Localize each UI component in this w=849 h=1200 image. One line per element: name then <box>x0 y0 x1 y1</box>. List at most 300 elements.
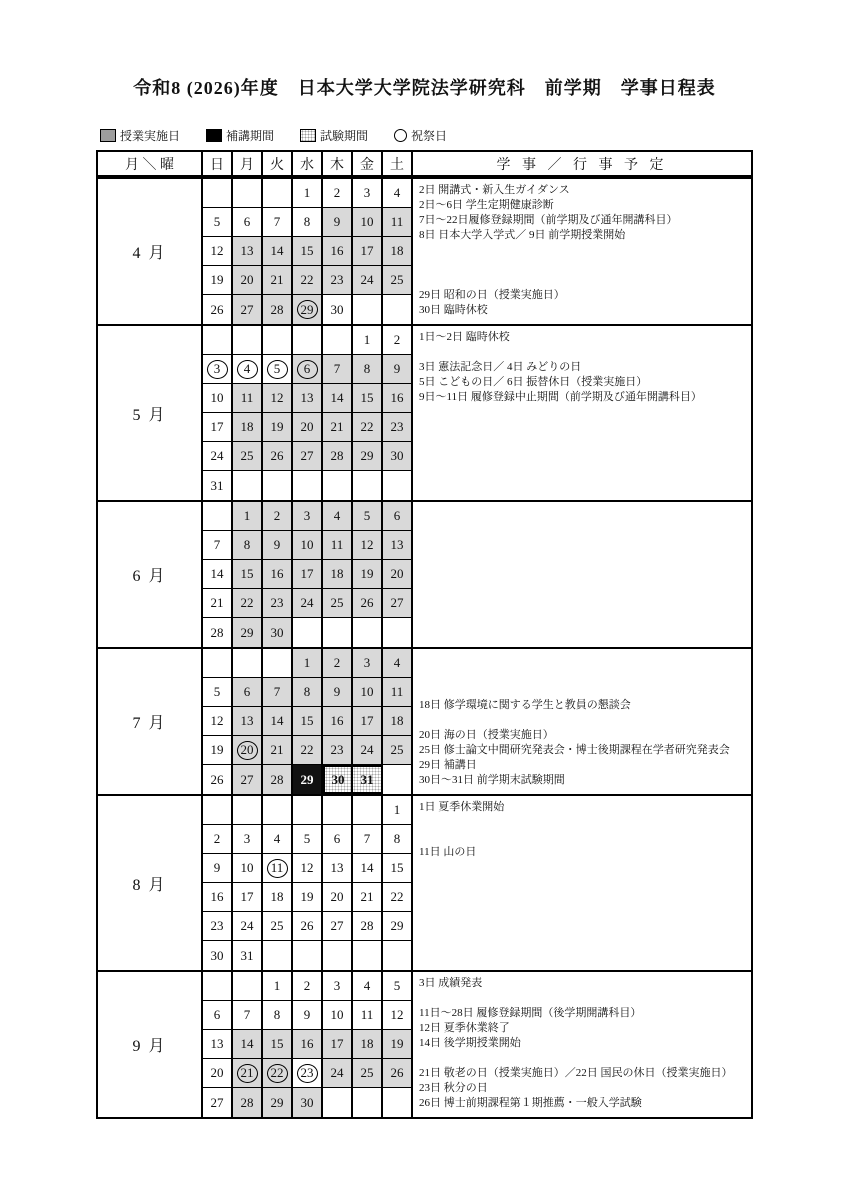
day-cell: 17 <box>203 413 233 442</box>
day-cell: 17 <box>233 883 263 912</box>
day-cell <box>263 941 293 970</box>
day-cell: 24 <box>203 442 233 471</box>
day-cell: 2 <box>383 326 413 355</box>
day-cell: 15 <box>293 707 323 736</box>
day-cell: 20 <box>203 1059 233 1088</box>
day-cell: 13 <box>203 1030 233 1059</box>
day-cell: 5 <box>383 972 413 1001</box>
day-cell: 25 <box>383 266 413 295</box>
day-cell <box>203 326 233 355</box>
day-cell: 1 <box>233 502 263 531</box>
month-block <box>98 647 751 794</box>
event-line <box>419 243 751 258</box>
makeup-period-swatch-icon <box>206 129 222 142</box>
day-cell: 28 <box>263 295 293 324</box>
day-cell: 10 <box>353 208 383 237</box>
day-cell <box>383 471 413 500</box>
day-cell <box>203 972 233 1001</box>
day-cell: 3 <box>353 649 383 678</box>
day-cell: 12 <box>293 854 323 883</box>
day-cell: 5 <box>293 825 323 854</box>
legend-item-holiday <box>394 127 447 144</box>
day-cell <box>263 649 293 678</box>
day-cell: 1 <box>383 796 413 825</box>
day-cell: 29 <box>353 442 383 471</box>
day-cell <box>323 326 353 355</box>
event-line: 12日 夏季休業終了 <box>419 1022 510 1034</box>
day-cell: 17 <box>293 560 323 589</box>
legend-label: 補講期間 <box>226 129 275 143</box>
month-block <box>98 177 751 324</box>
month-label: 9 月 <box>98 972 203 1117</box>
day-cell <box>263 326 293 355</box>
weekday-header-wed: 水 <box>293 152 323 175</box>
day-cell: 10 <box>323 1001 353 1030</box>
day-cell: 28 <box>233 1088 263 1117</box>
legend-item-makeup-period <box>206 127 274 144</box>
event-line <box>419 815 751 830</box>
day-cell <box>263 1059 293 1088</box>
day-cell: 25 <box>323 589 353 618</box>
day-cell: 3 <box>353 179 383 208</box>
day-cell: 31 <box>353 765 383 794</box>
day-cell: 8 <box>293 208 323 237</box>
day-cell <box>263 355 293 384</box>
day-cell: 23 <box>323 736 353 765</box>
day-cell: 13 <box>383 531 413 560</box>
day-cell <box>293 618 323 647</box>
day-cell: 16 <box>293 1030 323 1059</box>
day-cell: 11 <box>323 531 353 560</box>
day-cell: 24 <box>353 266 383 295</box>
day-cell: 7 <box>323 355 353 384</box>
day-cell: 23 <box>383 413 413 442</box>
day-cell: 15 <box>233 560 263 589</box>
day-cell: 31 <box>233 941 263 970</box>
day-cell <box>353 295 383 324</box>
day-cell <box>353 796 383 825</box>
event-line: 5日 こどもの日／ 6日 振替休日（授業実施日） <box>419 376 648 388</box>
legend-label: 試験期間 <box>320 129 369 143</box>
day-cell: 22 <box>383 883 413 912</box>
day-cell <box>293 326 323 355</box>
day-cell: 25 <box>353 1059 383 1088</box>
day-cell <box>203 179 233 208</box>
day-cell: 12 <box>353 531 383 560</box>
month-label: 4 月 <box>98 179 203 324</box>
events-cell <box>413 649 751 794</box>
day-cell: 6 <box>233 678 263 707</box>
day-cell <box>293 355 323 384</box>
day-cell: 21 <box>263 266 293 295</box>
day-cell <box>263 796 293 825</box>
day-cell: 11 <box>233 384 263 413</box>
legend-label: 授業実施日 <box>120 129 181 143</box>
event-line: 30日～31日 前学期末試験期間 <box>419 774 565 786</box>
day-cell: 12 <box>203 237 233 266</box>
day-cell: 14 <box>263 707 293 736</box>
weekday-header-tue: 火 <box>263 152 293 175</box>
day-cell: 25 <box>383 736 413 765</box>
day-cell: 4 <box>383 649 413 678</box>
day-cell <box>203 796 233 825</box>
day-cell: 27 <box>233 295 263 324</box>
day-cell: 8 <box>263 1001 293 1030</box>
event-line: 2日～6日 学生定期健康診断 <box>419 199 554 211</box>
event-line <box>419 273 751 288</box>
day-cell: 16 <box>203 883 233 912</box>
day-cell: 21 <box>323 413 353 442</box>
event-line: 30日 臨時休校 <box>419 304 488 316</box>
day-cell: 20 <box>233 266 263 295</box>
day-cell <box>353 618 383 647</box>
legend <box>100 127 447 144</box>
day-cell: 1 <box>293 179 323 208</box>
day-cell: 7 <box>263 678 293 707</box>
month-label: 8 月 <box>98 796 203 970</box>
day-cell: 10 <box>353 678 383 707</box>
day-cell: 23 <box>323 266 353 295</box>
event-line <box>419 653 751 668</box>
day-cell: 24 <box>233 912 263 941</box>
day-cell: 18 <box>383 237 413 266</box>
day-cell <box>263 854 293 883</box>
day-cell: 2 <box>323 179 353 208</box>
day-cell: 1 <box>293 649 323 678</box>
day-cell: 14 <box>263 237 293 266</box>
day-cell: 9 <box>383 355 413 384</box>
weekday-header-fri: 金 <box>353 152 383 175</box>
day-cell: 29 <box>383 912 413 941</box>
event-line: 3日 憲法記念日／ 4日 みどりの日 <box>419 361 582 373</box>
day-cell <box>233 471 263 500</box>
day-cell <box>323 796 353 825</box>
event-line <box>419 830 751 845</box>
event-line <box>419 991 751 1006</box>
day-cell: 15 <box>353 384 383 413</box>
event-line: 7日～22日履修登録期間（前学期及び通年開講科目） <box>419 214 678 226</box>
events-cell <box>413 326 751 500</box>
day-cell: 30 <box>383 442 413 471</box>
day-cell: 15 <box>263 1030 293 1059</box>
day-cell: 7 <box>353 825 383 854</box>
day-cell: 10 <box>293 531 323 560</box>
month-block <box>98 970 751 1117</box>
day-cell: 27 <box>293 442 323 471</box>
day-cell: 7 <box>203 531 233 560</box>
day-cell: 4 <box>353 972 383 1001</box>
day-cell: 19 <box>263 413 293 442</box>
day-cell: 9 <box>293 1001 323 1030</box>
day-cell: 27 <box>203 1088 233 1117</box>
day-cell: 16 <box>263 560 293 589</box>
day-cell <box>233 355 263 384</box>
day-cell: 18 <box>353 1030 383 1059</box>
day-cell: 14 <box>323 384 353 413</box>
event-line: 11日～28日 履修登録期間（後学期開講科目） <box>419 1007 642 1019</box>
month-block <box>98 324 751 500</box>
day-cell: 8 <box>353 355 383 384</box>
month-label: 7 月 <box>98 649 203 794</box>
day-cell <box>353 1088 383 1117</box>
event-line: 21日 敬老の日（授業実施日）／22日 国民の休日（授業実施日） <box>419 1067 733 1079</box>
day-cell <box>383 1088 413 1117</box>
events-cell <box>413 972 751 1117</box>
day-cell <box>233 796 263 825</box>
events-column-header: 学 事 ／ 行 事 予 定 <box>496 157 668 173</box>
day-cell: 2 <box>203 825 233 854</box>
holiday-circle-icon: 21 <box>237 1064 258 1083</box>
day-cell: 21 <box>203 589 233 618</box>
day-cell: 25 <box>233 442 263 471</box>
day-cell <box>383 295 413 324</box>
day-cell <box>233 972 263 1001</box>
day-cell: 27 <box>323 912 353 941</box>
event-line: 18日 修学環境に関する学生と教員の懇談会 <box>419 699 631 711</box>
day-cell: 26 <box>353 589 383 618</box>
holiday-circle-icon: 20 <box>237 741 258 760</box>
day-cell: 19 <box>203 736 233 765</box>
holiday-circle-icon: 23 <box>297 1064 318 1083</box>
day-cell <box>263 471 293 500</box>
day-cell: 5 <box>203 208 233 237</box>
day-cell <box>233 179 263 208</box>
legend-label: 祝祭日 <box>411 129 448 143</box>
day-cell: 2 <box>263 502 293 531</box>
day-cell: 10 <box>233 854 263 883</box>
day-cell: 13 <box>233 707 263 736</box>
day-cell: 13 <box>293 384 323 413</box>
day-cell: 17 <box>323 1030 353 1059</box>
day-cell <box>293 796 323 825</box>
day-cell: 22 <box>353 413 383 442</box>
day-cell: 27 <box>383 589 413 618</box>
day-cell: 10 <box>203 384 233 413</box>
day-cell: 1 <box>353 326 383 355</box>
exam-period-swatch-icon <box>300 129 316 142</box>
day-cell <box>293 295 323 324</box>
day-cell: 20 <box>323 883 353 912</box>
day-cell: 8 <box>383 825 413 854</box>
month-block <box>98 500 751 647</box>
day-cell: 26 <box>383 1059 413 1088</box>
day-cell: 6 <box>323 825 353 854</box>
day-cell: 19 <box>383 1030 413 1059</box>
event-line <box>419 683 751 698</box>
day-cell: 20 <box>293 413 323 442</box>
day-cell <box>203 502 233 531</box>
day-cell: 22 <box>293 736 323 765</box>
day-cell: 9 <box>323 678 353 707</box>
day-cell: 18 <box>263 883 293 912</box>
day-cell: 24 <box>293 589 323 618</box>
event-line: 25日 修士論文中間研究発表会・博士後期課程在学者研究発表会 <box>419 744 730 756</box>
day-cell: 23 <box>203 912 233 941</box>
holiday-circle-icon: 5 <box>267 360 288 379</box>
day-cell: 11 <box>353 1001 383 1030</box>
event-line: 14日 後学期授業開始 <box>419 1037 521 1049</box>
day-cell: 6 <box>383 502 413 531</box>
day-cell: 21 <box>353 883 383 912</box>
day-cell: 7 <box>263 208 293 237</box>
event-line: 3日 成績発表 <box>419 977 483 989</box>
event-line: 23日 秋分の日 <box>419 1082 488 1094</box>
day-cell: 12 <box>263 384 293 413</box>
day-cell: 23 <box>263 589 293 618</box>
day-cell: 12 <box>203 707 233 736</box>
day-cell: 29 <box>293 765 323 794</box>
day-cell <box>233 1059 263 1088</box>
day-cell: 16 <box>323 237 353 266</box>
day-cell: 9 <box>263 531 293 560</box>
day-cell <box>233 326 263 355</box>
day-cell: 3 <box>323 972 353 1001</box>
day-cell: 9 <box>323 208 353 237</box>
event-line: 26日 博士前期課程第１期推薦・一般入学試験 <box>419 1097 642 1109</box>
month-label: 5 月 <box>98 326 203 500</box>
day-cell: 27 <box>233 765 263 794</box>
holiday-circle-icon: 6 <box>297 360 318 379</box>
event-line <box>419 258 751 273</box>
day-cell: 14 <box>353 854 383 883</box>
day-cell: 3 <box>233 825 263 854</box>
day-cell: 14 <box>203 560 233 589</box>
day-cell: 11 <box>383 208 413 237</box>
day-cell: 28 <box>323 442 353 471</box>
month-label: 6 月 <box>98 502 203 647</box>
day-cell: 22 <box>293 266 323 295</box>
events-cell <box>413 179 751 324</box>
day-cell: 16 <box>383 384 413 413</box>
day-cell: 8 <box>233 531 263 560</box>
day-cell <box>383 618 413 647</box>
event-line: 29日 昭和の日（授業実施日） <box>419 289 565 301</box>
day-cell <box>323 1088 353 1117</box>
day-cell: 18 <box>233 413 263 442</box>
day-cell: 13 <box>323 854 353 883</box>
day-cell <box>203 355 233 384</box>
day-cell: 26 <box>263 442 293 471</box>
day-cell <box>323 471 353 500</box>
day-cell: 9 <box>203 854 233 883</box>
day-cell: 30 <box>323 765 353 794</box>
day-cell: 19 <box>353 560 383 589</box>
weekday-header-mon: 月 <box>233 152 263 175</box>
day-cell: 29 <box>233 618 263 647</box>
day-cell: 24 <box>353 736 383 765</box>
day-cell: 4 <box>263 825 293 854</box>
weekday-header-thu: 木 <box>323 152 353 175</box>
day-cell: 18 <box>323 560 353 589</box>
day-cell: 14 <box>233 1030 263 1059</box>
day-cell: 7 <box>233 1001 263 1030</box>
day-cell: 30 <box>293 1088 323 1117</box>
day-cell: 16 <box>323 707 353 736</box>
events-cell <box>413 502 751 647</box>
header-corner-cell: 月 ＼ 曜 <box>98 152 203 175</box>
class-day-swatch-icon <box>100 129 116 142</box>
month-block <box>98 794 751 970</box>
day-cell <box>263 179 293 208</box>
weekday-header-sat: 土 <box>383 152 413 175</box>
day-cell <box>383 765 413 794</box>
day-cell: 20 <box>383 560 413 589</box>
day-cell: 2 <box>323 649 353 678</box>
event-line: 2日 開講式・新入生ガイダンス <box>419 184 570 196</box>
event-line <box>419 668 751 683</box>
day-cell: 30 <box>323 295 353 324</box>
event-line: 8日 日本大学入学式／ 9日 前学期授業開始 <box>419 229 626 241</box>
event-line: 29日 補講日 <box>419 759 477 771</box>
event-line: 1日 夏季休業開始 <box>419 801 505 813</box>
day-cell <box>383 941 413 970</box>
day-cell: 25 <box>263 912 293 941</box>
events-cell <box>413 796 751 970</box>
day-cell: 1 <box>263 972 293 1001</box>
event-line: 20日 海の日（授業実施日） <box>419 729 554 741</box>
day-cell: 28 <box>203 618 233 647</box>
day-cell: 30 <box>263 618 293 647</box>
day-cell: 5 <box>203 678 233 707</box>
day-cell <box>293 1059 323 1088</box>
event-line: 1日～2日 臨時休校 <box>419 331 510 343</box>
day-cell <box>323 941 353 970</box>
holiday-circle-icon <box>394 129 407 142</box>
legend-item-exam-period <box>300 127 368 144</box>
day-cell: 19 <box>203 266 233 295</box>
day-cell <box>353 941 383 970</box>
holiday-circle-icon: 22 <box>267 1064 288 1083</box>
day-cell: 18 <box>383 707 413 736</box>
day-cell: 26 <box>293 912 323 941</box>
day-cell: 12 <box>383 1001 413 1030</box>
day-cell: 15 <box>293 237 323 266</box>
page-title: 令和8 (2026)年度 日本大学大学院法学研究科 前学期 学事日程表 <box>133 78 716 98</box>
day-cell: 19 <box>293 883 323 912</box>
legend-item-class-day <box>100 127 180 144</box>
day-cell <box>233 736 263 765</box>
day-cell: 15 <box>383 854 413 883</box>
day-cell: 17 <box>353 707 383 736</box>
holiday-circle-icon: 29 <box>297 300 318 319</box>
day-cell: 6 <box>203 1001 233 1030</box>
day-cell: 22 <box>233 589 263 618</box>
day-cell: 26 <box>203 295 233 324</box>
day-cell: 13 <box>233 237 263 266</box>
day-cell: 17 <box>353 237 383 266</box>
calendar-header-row <box>98 152 751 177</box>
event-line <box>419 345 751 360</box>
day-cell: 29 <box>263 1088 293 1117</box>
day-cell: 28 <box>353 912 383 941</box>
day-cell: 30 <box>203 941 233 970</box>
day-cell: 8 <box>293 678 323 707</box>
holiday-circle-icon: 3 <box>207 360 228 379</box>
event-line: 11日 山の日 <box>419 846 477 858</box>
day-cell: 26 <box>203 765 233 794</box>
holiday-circle-icon: 11 <box>267 859 288 878</box>
day-cell: 4 <box>323 502 353 531</box>
event-line <box>419 713 751 728</box>
day-cell: 5 <box>353 502 383 531</box>
day-cell: 3 <box>293 502 323 531</box>
day-cell: 2 <box>293 972 323 1001</box>
day-cell: 11 <box>383 678 413 707</box>
day-cell <box>293 941 323 970</box>
day-cell <box>323 618 353 647</box>
day-cell: 6 <box>233 208 263 237</box>
day-cell <box>353 471 383 500</box>
